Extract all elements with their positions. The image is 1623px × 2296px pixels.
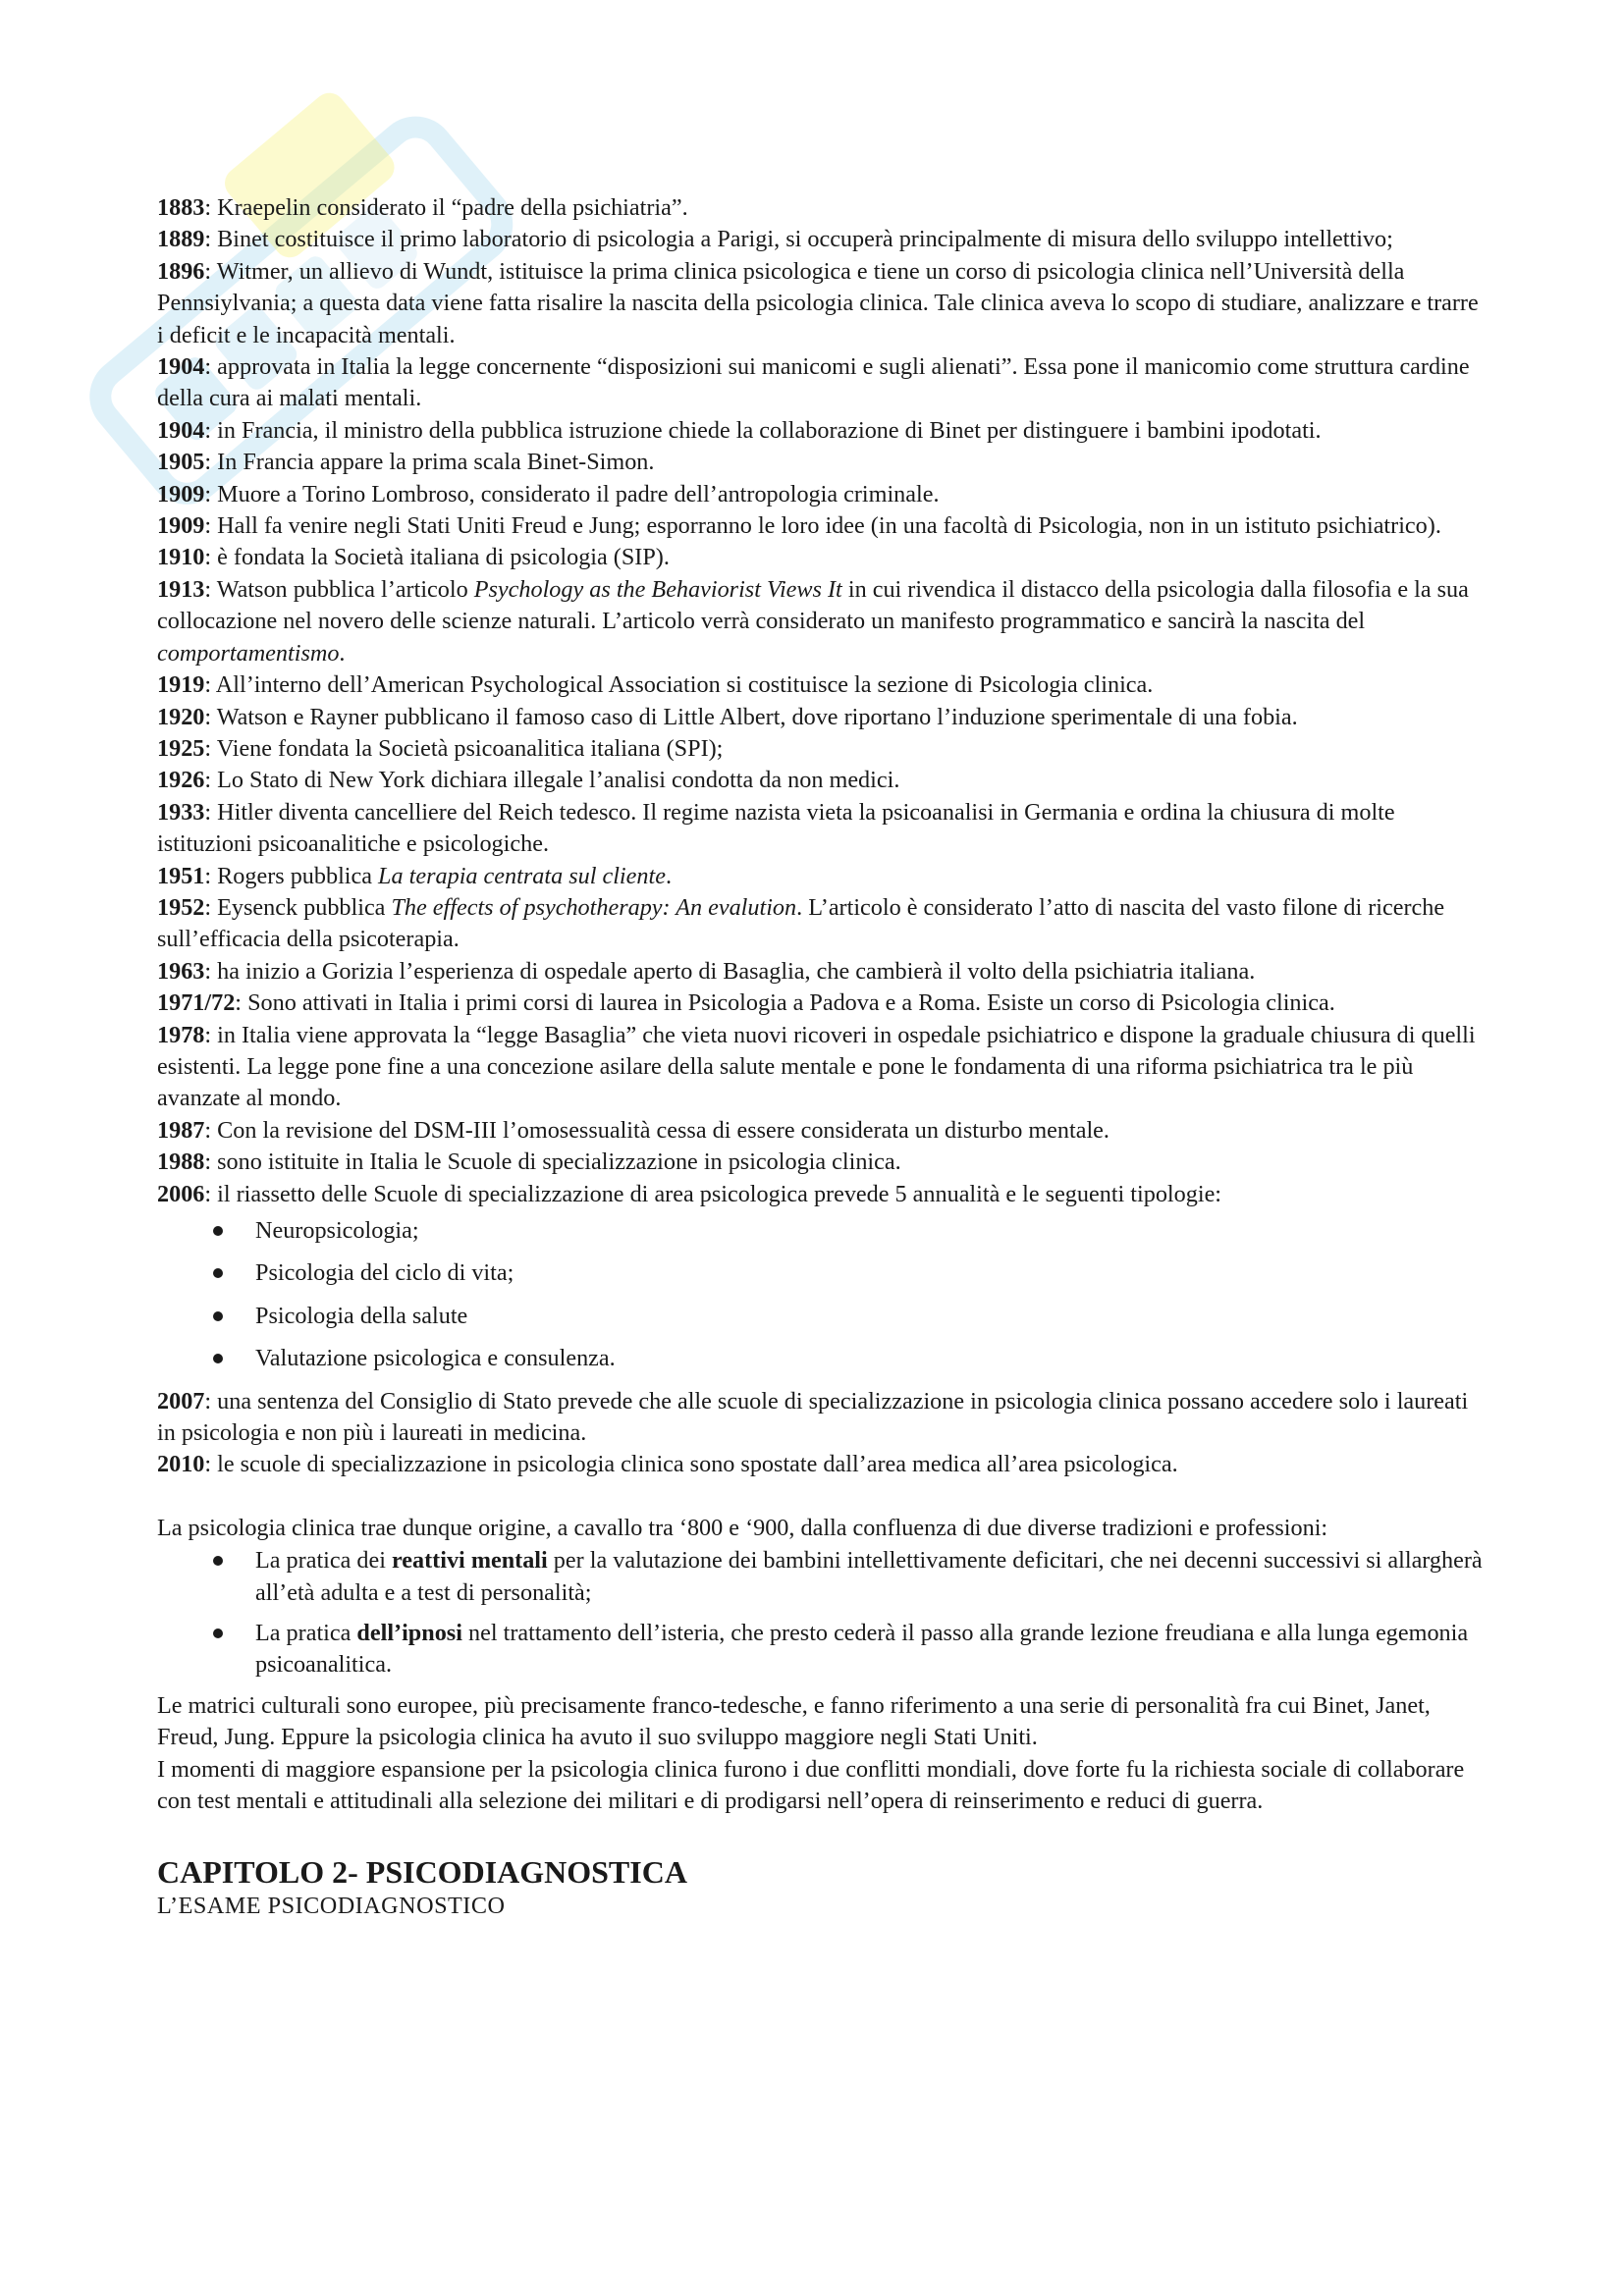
timeline-entry — [157, 479, 1483, 510]
timeline-entry — [157, 1147, 1483, 1178]
timeline-entry — [157, 351, 1483, 415]
tradition-text: per la valutazione dei bambini intellettivamente deficitari, che nei decenni successivi si allargherà all’età adulta e a test di personalità; — [255, 1547, 1483, 1606]
timeline-year: 1920 — [157, 703, 205, 730]
timeline-year: 1905 — [157, 449, 205, 476]
timeline-year: 1978 — [157, 1021, 205, 1048]
timeline-entry — [157, 892, 1483, 956]
chapter-title: CAPITOLO 2- PSICODIAGNOSTICA — [157, 1853, 687, 1890]
timeline-year: 1952 — [157, 893, 205, 921]
timeline-year: 1910 — [157, 544, 205, 571]
entry-text: : in Italia viene approvata la “legge Basaglia” che vieta nuovi ricoveri in ospedale psichiatrico e dispone la graduale chiusura di quelli esistenti. La legge pone fine a una concezione asilare della salute mentale e pone le fondamenta di una riforma psichiatrica tra le più avanzate al mondo. — [157, 1021, 1476, 1112]
paragraph-espansione: I momenti di maggiore espansione per la psicologia clinica furono i due conflitti mondiali, dove forte fu la richiesta sociale di collaborare con test mentali e attitudinali alla selezione dei militari e di prodigarsi nell’opera di reinserimento e reduci di guerra. — [157, 1755, 1465, 1815]
timeline-year: 1883 — [157, 194, 205, 221]
entry-text: : in Francia, il ministro della pubblica istruzione chiede la collaborazione di Binet per distinguere i bambini ipodotati. — [204, 416, 1322, 444]
timeline-year: 1987 — [157, 1116, 205, 1144]
entry-text: : una sentenza del Consiglio di Stato prevede che alle scuole di specializzazione in psicologia clinica possano accedere solo i laureati in psicologia e non più i laureati in medicina. — [157, 1387, 1469, 1447]
timeline-year: 1889 — [157, 226, 205, 253]
entry-text: : Hitler diventa cancelliere del Reich tedesco. Il regime nazista vieta la psicoanalisi in Germania e ordina la chiusura di molte istituzioni psicoanalitiche e psicologiche. — [157, 798, 1395, 858]
entry-text: in cui rivendica il distacco della psicologia dalla filosofia e la sua collocazione nel novero delle scienze naturali. L’articolo verrà considerato un manifesto programmatico e sancirà la nascita del — [157, 575, 1469, 635]
timeline-entry — [157, 797, 1483, 861]
work-title: La terapia centrata sul cliente — [378, 862, 666, 889]
tradition-text: nel trattamento dell’isteria, che presto cederà il passo alla grande lezione freudiana e alla lunga egemonia psicoanalitica. — [255, 1620, 1469, 1679]
timeline-year: 1933 — [157, 798, 205, 826]
timeline-year: 1971/72 — [157, 989, 236, 1017]
timeline-entry — [157, 1179, 1483, 1210]
timeline-entry — [157, 956, 1483, 988]
entry-text: . — [665, 862, 672, 889]
entry-text: : Watson e Rayner pubblicano il famoso caso di Little Albert, dove riportano l’induzione sperimentale di una fobia. — [204, 703, 1298, 730]
paragraph-matrici: Le matrici culturali sono europee, più precisamente franco-tedesche, e fanno riferimento a una serie di personalità fra cui Binet, Janet, Freud, Jung. Eppure la psicologia clinica ha avuto il suo sviluppo maggiore negli Stati Uniti. — [157, 1691, 1431, 1751]
timeline-entry — [157, 192, 1483, 224]
timeline-year: 1909 — [157, 480, 205, 507]
entry-text: : All’interno dell’American Psychological Association si costituisce la sezione di Psicologia clinica. — [204, 671, 1154, 699]
school-type-item: Psicologia della salute — [255, 1301, 1483, 1332]
timeline-entry — [157, 256, 1483, 351]
school-types-list — [157, 1215, 1483, 1375]
school-type-item: Psicologia del ciclo di vita; — [255, 1257, 1483, 1289]
entry-text: . — [339, 639, 346, 667]
timeline-entry — [157, 1449, 1483, 1480]
timeline-year: 1926 — [157, 767, 205, 794]
timeline-entry — [157, 988, 1483, 1019]
timeline-year: 2006 — [157, 1180, 205, 1207]
work-title: Psychology as the Behaviorist Views It — [473, 575, 842, 603]
entry-text: : Eysenck pubblica — [204, 893, 392, 921]
document-page — [157, 192, 1483, 1921]
tradition-item — [255, 1545, 1483, 1609]
school-type-item: Valutazione psicologica e consulenza. — [255, 1343, 1483, 1374]
entry-text: : ha inizio a Gorizia l’esperienza di ospedale aperto di Basaglia, che cambierà il volto della psichiatria italiana. — [204, 957, 1256, 985]
entry-text: : Rogers pubblica — [204, 862, 379, 889]
timeline-year: 1988 — [157, 1148, 205, 1176]
timeline-year: 2010 — [157, 1451, 205, 1478]
work-title: The effects of psychotherapy: An evalution — [391, 893, 797, 921]
entry-text: : Witmer, un allievo di Wundt, istituisce la prima clinica psicologica e tiene un corso di psicologia clinica nell’Università della Pennsiylvania; a questa data viene fatta risalire la nascita della psicologia clinica. Tale clinica aveva lo scopo di studiare, analizzare e trarre i deficit e le incapacità mentali. — [157, 257, 1479, 348]
chapter-subtitle: L’ESAME PSICODIAGNOSTICO — [157, 1892, 506, 1919]
timeline-year: 1925 — [157, 734, 205, 762]
tradition-keyword: reattivi mentali — [392, 1547, 548, 1575]
timeline-entry — [157, 1020, 1483, 1115]
entry-text: : il riassetto delle Scuole di specializzazione di area psicologica prevede 5 annualità e le seguenti tipologie: — [204, 1180, 1222, 1207]
entry-text: : sono istituite in Italia le Scuole di specializzazione in psicologia clinica. — [204, 1148, 901, 1176]
school-type-item: Neuropsicologia; — [255, 1215, 1483, 1247]
entry-text: : Con la revisione del DSM-III l’omosessualità cessa di essere considerata un disturbo mentale. — [204, 1116, 1109, 1144]
timeline-year: 1913 — [157, 575, 205, 603]
entry-text: : Viene fondata la Società psicoanalitica italiana (SPI); — [204, 734, 724, 762]
timeline-list — [157, 192, 1483, 1210]
timeline-year: 1904 — [157, 353, 205, 381]
entry-text: : Muore a Torino Lombroso, considerato il padre dell’antropologia criminale. — [204, 480, 940, 507]
timeline-list-after — [157, 1386, 1483, 1481]
entry-text: : Lo Stato di New York dichiara illegale l’analisi condotta da non medici. — [204, 767, 900, 794]
timeline-entry — [157, 1115, 1483, 1147]
timeline-entry — [157, 574, 1483, 669]
timeline-entry — [157, 1386, 1483, 1450]
timeline-entry — [157, 765, 1483, 796]
tradition-keyword: dell’ipnosi — [356, 1620, 462, 1647]
timeline-entry — [157, 510, 1483, 542]
entry-text: : Binet costituisce il primo laboratorio di psicologia a Parigi, si occuperà principalmente di misura dello sviluppo intellettivo; — [204, 226, 1393, 253]
entry-text: : Hall fa venire negli Stati Uniti Freud e Jung; esporranno le loro idee (in una facoltà di Psicologia, non in un istituto psichiatrico). — [204, 512, 1441, 540]
timeline-entry — [157, 415, 1483, 447]
entry-text: : In Francia appare la prima scala Binet-Simon. — [204, 449, 655, 476]
tradition-item — [255, 1618, 1483, 1682]
entry-text: : Sono attivati in Italia i primi corsi di laurea in Psicologia a Padova e a Roma. Esiste un corso di Psicologia clinica. — [235, 989, 1335, 1017]
timeline-year: 1909 — [157, 512, 205, 540]
timeline-year: 2007 — [157, 1387, 205, 1415]
timeline-entry — [157, 861, 1483, 892]
tradition-text: La pratica dei — [255, 1547, 392, 1575]
timeline-entry — [157, 733, 1483, 765]
timeline-entry — [157, 669, 1483, 701]
entry-text: : è fondata la Società italiana di psicologia (SIP). — [204, 544, 670, 571]
entry-text: : Kraepelin considerato il “padre della psichiatria”. — [204, 194, 688, 221]
entry-text: . L’articolo è considerato l’atto di nascita del vasto filone di ricerche sull’efficacia della psicoterapia. — [157, 893, 1445, 953]
timeline-entry — [157, 542, 1483, 573]
work-title: comportamentismo — [157, 639, 340, 667]
timeline-year: 1904 — [157, 416, 205, 444]
timeline-year: 1963 — [157, 957, 205, 985]
traditions-list — [157, 1545, 1483, 1682]
tradition-text: La pratica — [255, 1620, 357, 1647]
timeline-entry — [157, 224, 1483, 255]
intro-paragraph: La psicologia clinica trae dunque origine, a cavallo tra ‘800 e ‘900, dalla confluenza di due diverse tradizioni e professioni: — [157, 1514, 1328, 1541]
timeline-year: 1951 — [157, 862, 205, 889]
timeline-year: 1919 — [157, 671, 205, 699]
timeline-year: 1896 — [157, 257, 205, 285]
entry-text: : Watson pubblica l’articolo — [204, 575, 474, 603]
timeline-entry — [157, 447, 1483, 478]
entry-text: : le scuole di specializzazione in psicologia clinica sono spostate dall’area medica all’area psicologica. — [204, 1451, 1178, 1478]
timeline-entry — [157, 702, 1483, 733]
entry-text: : approvata in Italia la legge concernente “disposizioni sui manicomi e sugli alienati”. Essa pone il manicomio come struttura cardine della cura ai malati mentali. — [157, 353, 1470, 412]
